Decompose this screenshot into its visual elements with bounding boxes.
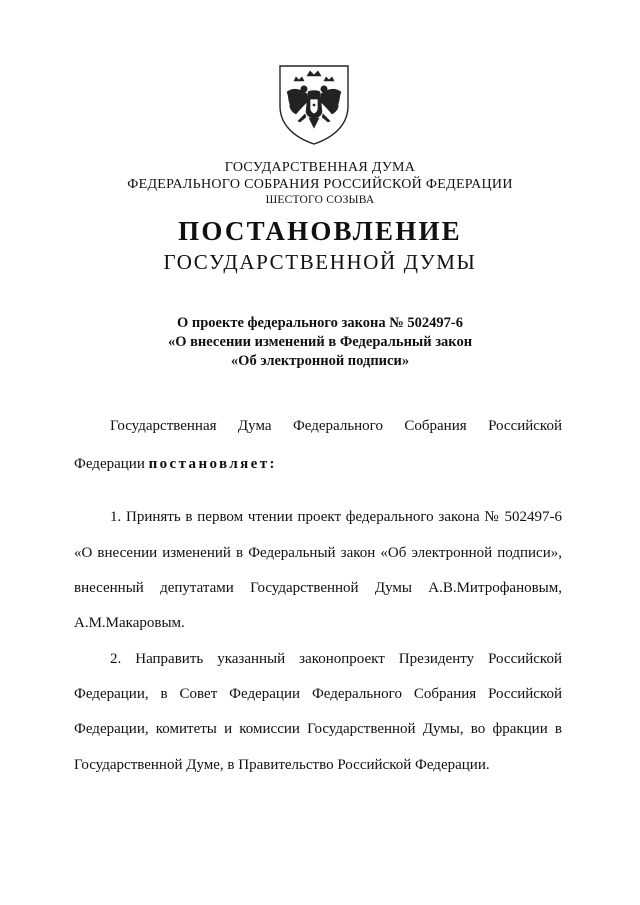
paragraph-line: А.М.Макаровым.	[74, 615, 185, 631]
subject-line: О проекте федерального закона № 502497-6	[176, 315, 464, 331]
decree-word: постановляет:	[148, 456, 277, 472]
paragraph-line: Федерации, комитеты и комиссии Государственной Думы, во фракции в	[74, 721, 562, 737]
paragraph-line: внесенный депутатами Государственной Думы А.В.Митрофановым,	[74, 580, 562, 596]
preamble-text: Федерации	[74, 456, 149, 472]
organization-name-line1: ГОСУДАРСТВЕННАЯ ДУМА	[224, 160, 416, 175]
preamble-line: Государственная Дума Федерального Собрания Российской	[110, 418, 562, 434]
document-issuer: ГОСУДАРСТВЕННОЙ ДУМЫ	[163, 250, 477, 274]
paragraph-line: 1. Принять в первом чтении проект федерального закона № 502497-6	[110, 509, 562, 525]
paragraph-line: «О внесении изменений в Федеральный закон «Об электронной подписи»,	[74, 545, 562, 561]
preamble-line	[74, 456, 562, 473]
paragraph-line: 2. Направить указанный законопроект Президенту Российской	[110, 651, 562, 667]
paragraph-line: Государственной Думе, в Правительство Российской Федерации.	[74, 757, 490, 773]
russian-coat-of-arms-icon	[274, 62, 354, 146]
convocation: ШЕСТОГО СОЗЫВА	[265, 194, 375, 206]
paragraph-line: Федерации, в Совет Федерации Федерального Собрания Российской	[74, 686, 562, 702]
document-type-title: ПОСТАНОВЛЕНИЕ	[178, 216, 462, 246]
subject-line: «О внесении изменений в Федеральный закон	[167, 334, 473, 350]
organization-name-line2: ФЕДЕРАЛЬНОГО СОБРАНИЯ РОССИЙСКОЙ ФЕДЕРАЦИИ	[127, 177, 513, 192]
subject-line: «Об электронной подписи»	[230, 353, 410, 369]
